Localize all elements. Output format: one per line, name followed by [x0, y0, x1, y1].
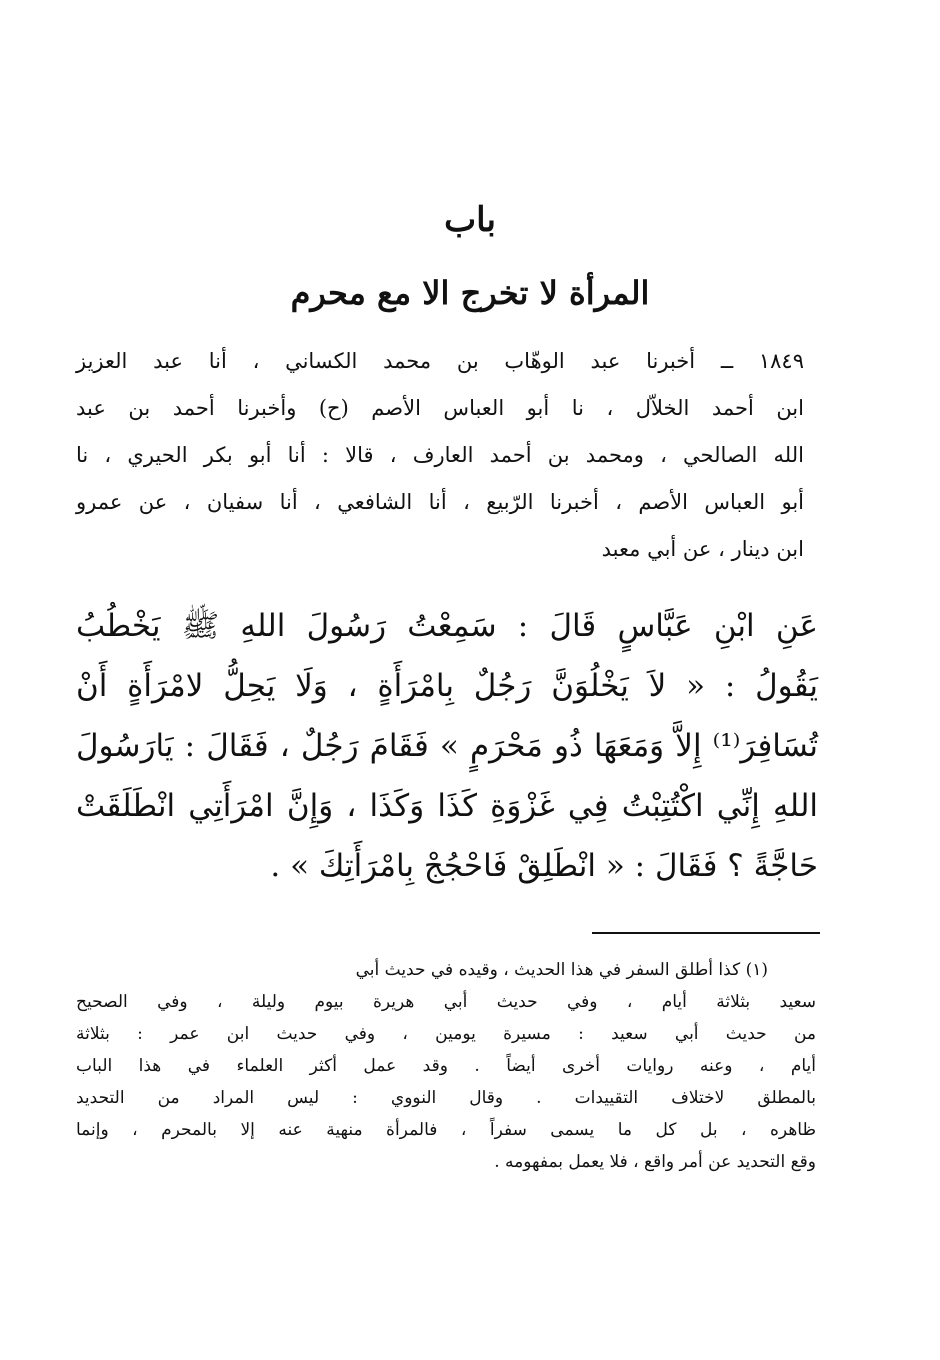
footnote-line: وقع التحديد عن أمر واقع ، فلا يعمل بمفهومه .	[494, 1152, 816, 1172]
hadith-line: اللهِ إِنِّي اكْتُتِبْتُ فِي غَزْوَةِ كَذَا وَكَذَا ، وَإِنَّ امْرَأَتِي انْطَلَقَتْ	[76, 788, 818, 824]
footnote-separator	[592, 932, 820, 934]
footnote-line: أيام ، وعنه روايات أخرى أيضاً . وقد عمل أكثر العلماء في هذا الباب	[76, 1056, 816, 1076]
hadith-line: يَقُولُ : « لاَ يَخْلُوَنَّ رَجُلٌ بِامْرَأَةٍ ، وَلَا يَحِلُّ لامْرَأَةٍ أَنْ	[76, 668, 818, 704]
footnote-line: سعيد بثلاثة أيام ، وفي حديث أبي هريرة بيوم وليلة ، وفي الصحيح	[76, 992, 816, 1012]
footnote-line: ظاهره ، بل كل ما يسمى سفراً ، فالمرأة منهية عنه إلا بالمحرم ، وإنما	[76, 1120, 816, 1140]
footnote-line: من حديث أبي سعيد : مسيرة يومين ، وفي حديث ابن عمر : بثلاثة	[76, 1024, 816, 1044]
isnad-line: أبو العباس الأصم ، أخبرنا الرّبيع ، أنا الشافعي ، أنا سفيان ، عن عمرو	[76, 490, 804, 514]
hadith-text	[76, 596, 818, 896]
isnad-line: ابن دينار ، عن أبي معبد	[601, 537, 804, 561]
isnad-paragraph	[76, 338, 804, 573]
chapter-title: المرأة لا تخرج الا مع محرم	[290, 274, 650, 312]
hadith-line: تُسَافِرَ⁽¹⁾ إِلاَّ وَمَعَهَا ذُو مَحْرَمٍ » فَقَامَ رَجُلٌ ، فَقَالَ : يَارَسُولَ	[76, 728, 818, 764]
footnote-line: (١) كذا أطلق السفر في هذا الحديث ، وقيده في حديث أبي	[355, 960, 768, 980]
isnad-line: ابن أحمد الخلاّل ، نا أبو العباس الأصم (ح) وأخبرنا أحمد بن عبد	[76, 396, 804, 420]
footnote-line: بالمطلق لاختلاف التقييدات . وقال النووي : ليس المراد من التحديد	[76, 1088, 816, 1108]
hadith-line: حَاجَّةً ؟ فَقَالَ : « انْطَلِقْ فَاحْجُجْ بِامْرَأَتِكَ » .	[270, 848, 818, 884]
chapter-heading: باب	[444, 200, 496, 240]
isnad-line: ١٨٤٩ ــ أخبرنا عبد الوهّاب بن محمد الكساني ، أنا عبد العزيز	[76, 349, 804, 373]
isnad-line: الله الصالحي ، ومحمد بن أحمد العارف ، قالا : أنا أبو بكر الحيري ، نا	[76, 443, 804, 467]
hadith-line: عَنِ ابْنِ عَبَّاسٍ قَالَ : سَمِعْتُ رَسُولَ اللهِ ﷺ يَخْطُبُ	[76, 608, 818, 644]
footnote	[76, 954, 816, 1178]
